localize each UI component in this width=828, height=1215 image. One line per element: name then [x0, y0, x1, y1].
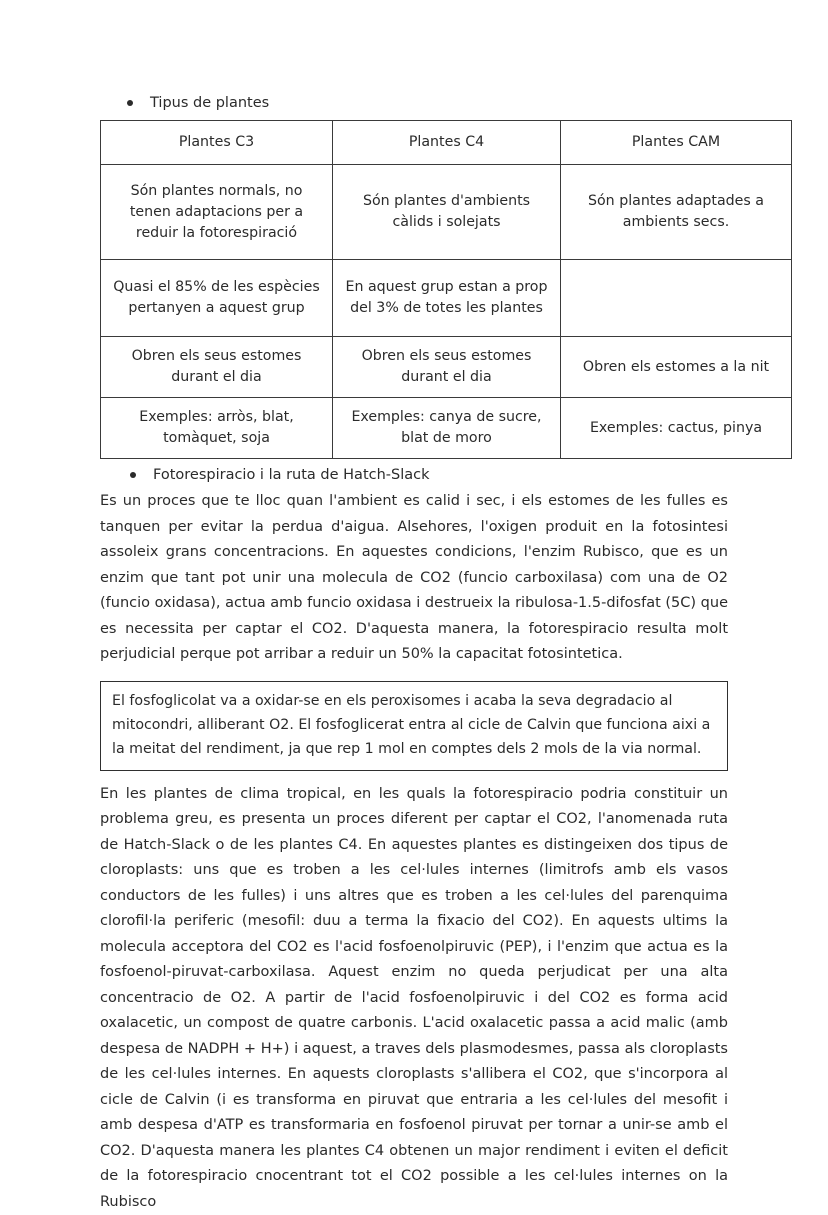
note-box [100, 681, 728, 771]
table-row [101, 260, 792, 337]
table-row [101, 398, 792, 459]
table-cell-r2c2: En aquest grup estan a prop del 3% de totes les plantes [333, 260, 561, 337]
table-cell-r1c1: Són plantes normals, no tenen adaptacions per a reduir la fotorespiració [101, 165, 333, 260]
table-cell-r2c1: Quasi el 85% de les espècies pertanyen a aquest grup [101, 260, 333, 337]
list-item-label: Fotorespiracio i la ruta de Hatch-Slack [153, 464, 430, 486]
plant-types-table [100, 120, 792, 459]
table-header-plantes-cam: Plantes CAM [561, 121, 792, 165]
bullet-point-icon [127, 100, 133, 106]
table-cell-r1c2: Són plantes d'ambients càlids i solejats [333, 165, 561, 260]
list-item-label: Tipus de plantes [150, 92, 269, 114]
table-cell-r4c1: Exemples: arròs, blat, tomàquet, soja [101, 398, 333, 459]
table-row [101, 337, 792, 398]
table-cell-r1c3: Són plantes adaptades a ambients secs. [561, 165, 792, 260]
table-header-row [101, 121, 792, 165]
list-item-tipus-de-plantes [100, 92, 728, 114]
table-header-plantes-c3: Plantes C3 [101, 121, 333, 165]
list-item-fotorespiracio [100, 464, 728, 486]
table-cell-r2c3 [561, 260, 792, 337]
table-cell-r4c3: Exemples: cactus, pinya [561, 398, 792, 459]
document-content [100, 92, 728, 1215]
table-cell-r4c2: Exemples: canya de sucre, blat de moro [333, 398, 561, 459]
table-header-plantes-c4: Plantes C4 [333, 121, 561, 165]
table-cell-r3c2: Obren els seus estomes durant el dia [333, 337, 561, 398]
note-box-text: El fosfoglicolat va a oxidar-se en els peroxisomes i acaba la seva degradacio al mitocondri, alliberant O2. El fosfoglicerat entra al cicle de Calvin que funciona aixi a la meitat del rendiment, ja que rep 1 mol en comptes dels 2 mols de la via normal. [112, 689, 716, 761]
table-cell-r3c1: Obren els seus estomes durant el dia [101, 337, 333, 398]
paragraph-hatch-slack: En les plantes de clima tropical, en les quals la fotorespiracio podria constituir un problema greu, es presenta un proces diferent per captar el CO2, l'anomenada ruta de Hatch-Slack o de les plantes C4. En aquestes plantes es distingeixen dos tipus de cloroplasts: uns que es troben a les cel·lules internes (limitrofs amb els vasos conductors de les fulles) i uns altres que es troben a les cel·lules del parenquima clorofil·la periferic (mesofil: duu a terma la fixacio del CO2). En aquests ultims la molecula acceptora del CO2 es l'acid fosfoenolpiruvic (PEP), i l'enzim que actua es la fosfoenol-piruvat-carboxilasa. Aquest enzim no queda perjudicat per una alta concentracio de O2. A partir de l'acid fosfoenolpiruvic i del CO2 es forma acid oxalacetic, un compost de quatre carbonis. L'acid oxalacetic passa a acid malic (amb despesa de NADPH + H+) i aquest, a traves dels plasmodesmes, passa als cloroplasts de les cel·lules internes. En aquests cloroplasts s'allibera el CO2, que s'incorpora al cicle de Calvin (i es transforma en piruvat que entraria a les cel·lules del mesofit i amb despesa d'ATP es transformaria en fosfoenol piruvat per tornar a unir-se amb el CO2. D'aquesta manera les plantes C4 obtenen un major rendiment i eviten el deficit de la fotorespiracio cnocentrant tot el CO2 possible a les cel·lules internes on la Rubisco [100, 782, 728, 1215]
table-cell-r3c3: Obren els estomes a la nit [561, 337, 792, 398]
table-row [101, 165, 792, 260]
paragraph-photorespiration: Es un proces que te lloc quan l'ambient es calid i sec, i els estomes de les fulles es tanquen per evitar la perdua d'aigua. Alsehores, l'oxigen produit en la fotosintesi assoleix grans concentracions. En aquestes condicions, l'enzim Rubisco, que es un enzim que tant pot unir una molecula de CO2 (funcio carboxilasa) com una de O2 (funcio oxidasa), actua amb funcio oxidasa i destrueix la ribulosa-1.5-difosfat (5C) que es necessita per captar el CO2. D'aquesta manera, la fotorespiracio resulta molt perjudicial perque pot arribar a reduir un 50% la capacitat fotosintetica. [100, 489, 728, 668]
bullet-point-icon [130, 472, 136, 478]
